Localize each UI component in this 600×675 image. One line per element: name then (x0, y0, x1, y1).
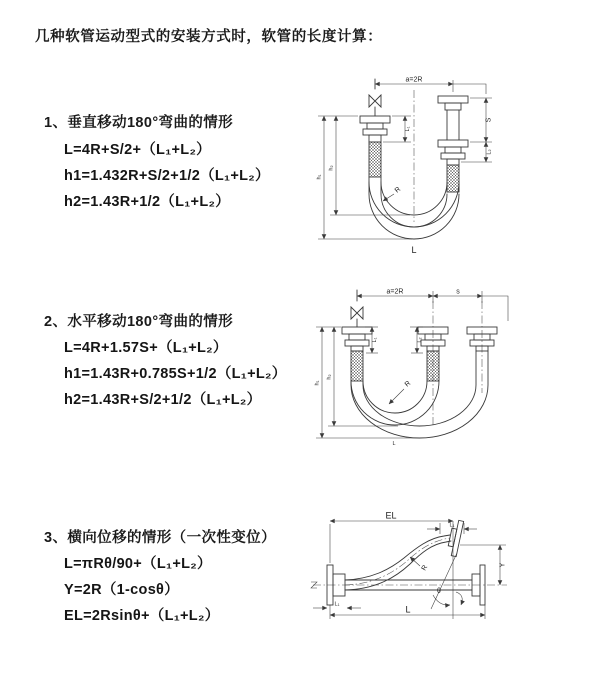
left-fitting (360, 116, 390, 177)
dim-label-l1-bottom: L₁ (334, 601, 340, 608)
section-1-formula-h1: h1=1.432R+S/2+1/2（L₁+L₂） (64, 168, 270, 184)
dim-label-el: EL (385, 510, 397, 521)
section-3-heading: 3、横向位移的情形（一次性变位） (44, 530, 276, 546)
section-3-formula-Y: Y=2R（1-cosθ） (64, 582, 179, 598)
dim-label-a2r: a=2R (405, 76, 423, 84)
dim-label-s: s (456, 288, 460, 296)
braided-hose-section (427, 351, 439, 381)
valve-icon (369, 79, 381, 116)
dim-label-l1: L₁ (405, 126, 411, 132)
braided-hose-section (351, 351, 363, 381)
diagram-horizontal-180-bend (308, 283, 548, 461)
theta-label: θ (437, 588, 441, 595)
right-fitting-positions (438, 96, 468, 192)
section-2-formula-h1: h1=1.43R+0.785S+1/2（L₁+L₂） (64, 366, 287, 382)
diagram-lateral-displacement (303, 507, 595, 647)
dim-label-l2: L₂ (417, 337, 423, 343)
radius-leader-arrow (389, 389, 404, 404)
radius-label: R (403, 379, 413, 389)
dim-label-h2: h₂ (328, 165, 335, 171)
section-1-heading: 1、垂直移动180°弯曲的情形 (44, 115, 234, 131)
section-2-formula-L: L=4R+1.57S+（L₁+L₂） (64, 340, 228, 356)
left-fitting (342, 327, 372, 381)
dim-label-l2: L₂ (486, 149, 493, 155)
section-1-formula-L: L=4R+S/2+（L₁+L₂） (64, 142, 211, 158)
hose-u-loops (351, 351, 488, 438)
section-2-formula-h2: h2=1.43R+S/2+1/2（L₁+L₂） (64, 392, 262, 408)
length-label: L (405, 604, 411, 615)
radius-label: R (420, 564, 430, 572)
angle-construction (431, 553, 462, 609)
braided-hose-section (447, 165, 459, 192)
section-2-heading: 2、水平移动180°弯曲的情形 (44, 314, 234, 330)
dim-label-h2: h₂ (326, 374, 333, 380)
length-label: L (392, 441, 396, 447)
dim-label-l1: L₁ (372, 337, 378, 343)
section-3-formula-EL: EL=2Rsinθ+（L₁+L₂） (64, 608, 220, 624)
section-3-formula-L: L=πRθ/90+（L₁+L₂） (64, 556, 212, 572)
dim-label-h1: h₁ (316, 174, 323, 180)
page-title: 几种软管运动型式的安装方式时，软管的长度计算： (35, 29, 383, 45)
radius-leader-arrow (410, 557, 420, 566)
dim-label-a2r: a=2R (386, 288, 404, 296)
dimension-lines (316, 288, 508, 438)
dim-label-h1: h₁ (314, 380, 321, 386)
length-label: L (411, 245, 417, 255)
dimension-lines (318, 80, 492, 239)
dim-label-l1-top: L₁ (449, 522, 455, 529)
s-curve-hose (345, 535, 451, 590)
diagram-vertical-180-bend (310, 72, 540, 257)
valve-icon (351, 290, 363, 327)
dim-label-s: S (485, 117, 493, 123)
section-1-formula-h2: h2=1.43R+1/2（L₁+L₂） (64, 194, 231, 210)
braided-hose-section (369, 142, 381, 177)
radius-label: R (393, 185, 403, 195)
dim-label-y: Y (499, 562, 507, 568)
